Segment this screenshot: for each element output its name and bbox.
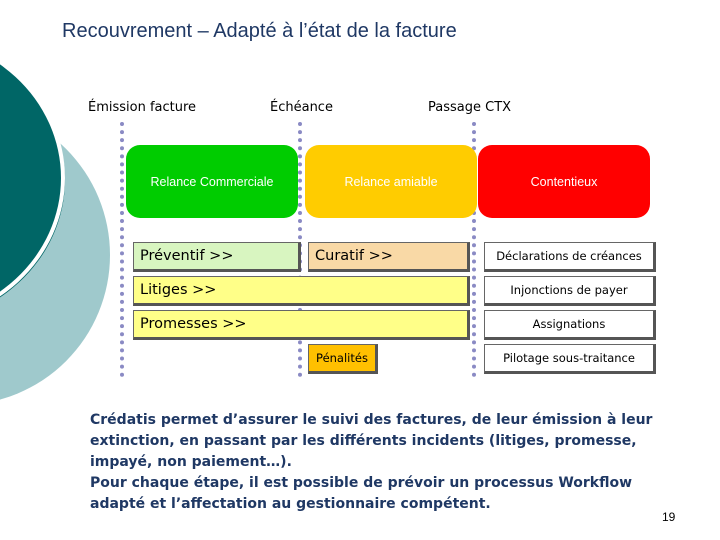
description-paragraph xyxy=(90,410,680,515)
phase-relance-commerciale: Relance Commerciale xyxy=(126,145,298,218)
contentieux-item: Assignations xyxy=(484,310,656,340)
slide-title: Recouvrement – Adapté à l’état de la facture xyxy=(62,20,457,42)
phase-contentieux: Contentieux xyxy=(478,145,650,218)
paragraph-line: impayé, non paiement…). xyxy=(90,454,292,470)
row-penalites: Pénalités xyxy=(308,344,378,374)
milestone-echeance: Échéance xyxy=(270,100,333,115)
contentieux-item: Déclarations de créances xyxy=(484,242,656,272)
milestone-ctx: Passage CTX xyxy=(428,100,512,115)
row-promesses: Promesses >> xyxy=(133,310,470,340)
paragraph-line: Crédatis permet d’assurer le suivi des factures, de leur émission à leur xyxy=(90,412,653,428)
paragraph-line: Pour chaque étape, il est possible de prévoir un processus Workflow xyxy=(90,475,633,491)
row-curatif: Curatif >> xyxy=(308,242,470,272)
row-litiges: Litiges >> xyxy=(133,276,470,306)
paragraph-line: adapté et l’affectation au gestionnaire compétent. xyxy=(90,496,491,512)
timeline-divider-emission xyxy=(120,122,124,377)
contentieux-item: Pilotage sous-traitance xyxy=(484,344,656,374)
row-preventif: Préventif >> xyxy=(133,242,301,272)
milestone-emission: Émission facture xyxy=(88,100,197,115)
phase-relance-amiable: Relance amiable xyxy=(305,145,477,218)
page-number: 19 xyxy=(662,510,676,524)
paragraph-line: extinction, en passant par les différents incidents (litiges, promesse, xyxy=(90,433,637,449)
contentieux-item: Injonctions de payer xyxy=(484,276,656,306)
